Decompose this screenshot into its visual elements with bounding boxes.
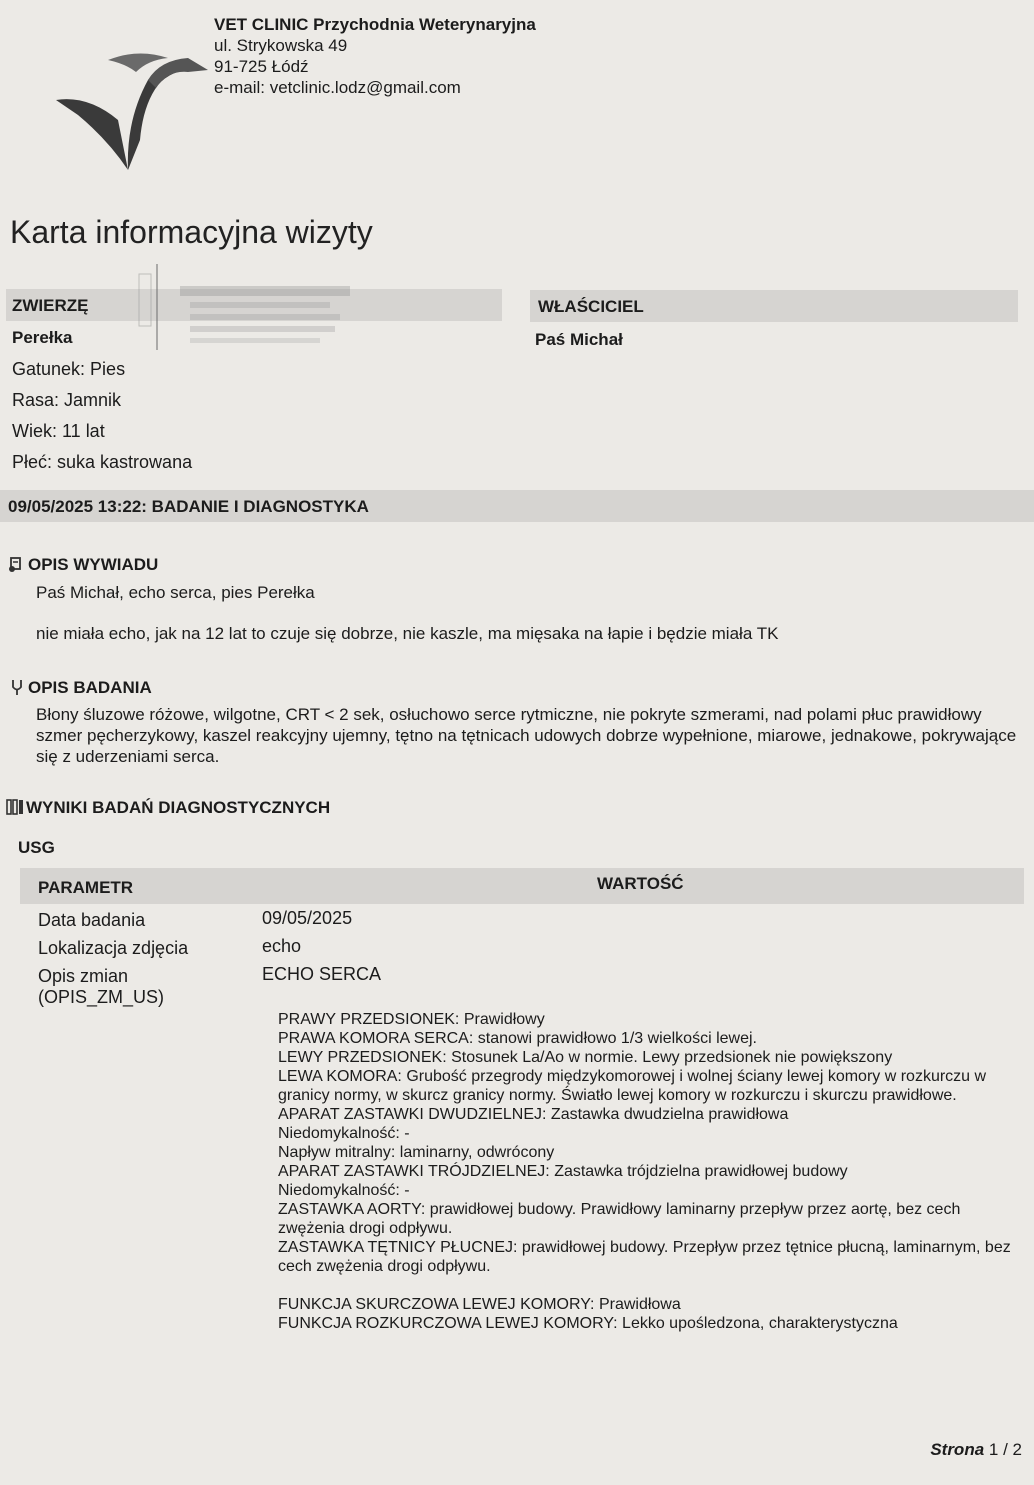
col-value-header: WARTOŚĆ — [597, 874, 684, 893]
clinic-email: e-mail: vetclinic.lodz@gmail.com — [214, 78, 461, 97]
visit-header: 09/05/2025 13:22: BADANIE I DIAGNOSTYKA — [8, 497, 369, 516]
page-number: 1 — [988, 1440, 999, 1459]
animal-section-label: ZWIERZĘ — [12, 296, 89, 315]
notes-icon — [8, 555, 26, 573]
usg-subheading: USG — [18, 838, 55, 857]
owner-section-label: WŁAŚCICIEL — [538, 297, 644, 316]
stethoscope-icon — [8, 678, 26, 696]
row-value-date: 09/05/2025 — [262, 908, 353, 928]
stamp-graphic — [135, 262, 365, 352]
animal-species: Gatunek: Pies — [12, 359, 126, 379]
animal-breed: Rasa: Jamnik — [12, 390, 122, 410]
clinic-logo-icon — [48, 40, 208, 180]
exam-heading: OPIS BADANIA — [28, 678, 152, 697]
animal-sex: Płeć: suka kastrowana — [12, 452, 193, 472]
row-value-location: echo — [262, 936, 302, 956]
clinic-street: ul. Strykowska 49 — [214, 36, 348, 55]
owner-name: Paś Michał — [535, 330, 623, 349]
page-label: Strona — [930, 1440, 985, 1459]
animal-age: Wiek: 11 lat — [12, 421, 105, 441]
echo-description: PRAWY PRZEDSIONEK: Prawidłowy PRAWA KOMORA SERCA: stanowi prawidłowo 1/3 wielkości lewej. LEWY PRZEDSIONEK: Stosunek La/Ao w normie. Lewy przedsionek nie powiększony LEWA KOMORA: Grubość przegrody międzykomorowej i wolnej ściany lewej komory w rozkurczu w granicy normy, w skurcz granicy normy. Światło lewej komory w rozkurczu i skurczu prawidłowe. APARAT ZASTAWKI DWUDZIELNEJ: Zastawka dwudzielna prawidłowa Niedomykalność: - Napływ mitralny: laminarny, odwrócony APARAT ZASTAWKI TRÓJDZIELNEJ: Zastawka trójdzielna prawidłowej budowy Niedomykalność: - ZASTAWKA AORTY: prawidłowej budowy. Prawidłowy laminarny przepływ przez aortę, bez cech zwężenia drogi odpływu. ZASTAWKA TĘTNICY PŁUCNEJ: prawidłowej budowy. Przepływ przez tętnice płucną, laminarnym, bez cech zwężenia drogi odpływu. FUNKCJA SKURCZOWA LEWEJ KOMORY: Prawidłowa FUNKCJA ROZKURCZOWA LEWEJ KOMORY: Lekko upośledzona, charakterystyczna — [278, 1011, 1011, 1332]
clinic-city: 91-725 Łódź — [214, 57, 309, 76]
test-tubes-icon — [6, 798, 24, 816]
interview-line-2: nie miała echo, jak na 12 lat to czuje się dobrze, nie kaszle, ma mięsaka na łapie i będzie miała TK — [36, 624, 779, 643]
clinic-info — [214, 14, 536, 98]
row-param-description: Opis zmian (OPIS_ZM_US) — [38, 966, 165, 1007]
row-value-description: ECHO SERCA — [262, 964, 382, 984]
page-total: / 2 — [1003, 1440, 1022, 1459]
page-title: Karta informacyjna wizyty — [10, 214, 373, 250]
page-indicator — [930, 1440, 1022, 1460]
results-heading: WYNIKI BADAŃ DIAGNOSTYCZNYCH — [26, 798, 331, 817]
exam-heading-row — [8, 678, 152, 698]
row-param-location: Lokalizacja zdjęcia — [38, 938, 189, 958]
interview-heading-row — [8, 555, 158, 575]
col-param-header: PARAMETR — [38, 878, 134, 897]
results-heading-row — [6, 798, 330, 818]
interview-line-1: Paś Michał, echo serca, pies Perełka — [36, 583, 315, 602]
exam-text: Błony śluzowe różowe, wilgotne, CRT < 2 sek, osłuchowo serce rytmiczne, nie pokryte szmerami, nad polami płuc prawidłowy szmer pęcherzykowy, kaszel reakcyjny ujemny, tętno na tętnicach udowych dobrze wypełnione, miarowe, jednakowe, pokrywające się z uderzeniami serca. — [36, 705, 1017, 766]
interview-heading: OPIS WYWIADU — [28, 555, 159, 574]
animal-name: Perełka — [12, 328, 73, 347]
clinic-stamp — [135, 262, 365, 352]
row-param-date: Data badania — [38, 910, 146, 930]
clinic-name: VET CLINIC Przychodnia Weterynaryjna — [214, 15, 536, 34]
results-table-header — [20, 868, 1024, 904]
